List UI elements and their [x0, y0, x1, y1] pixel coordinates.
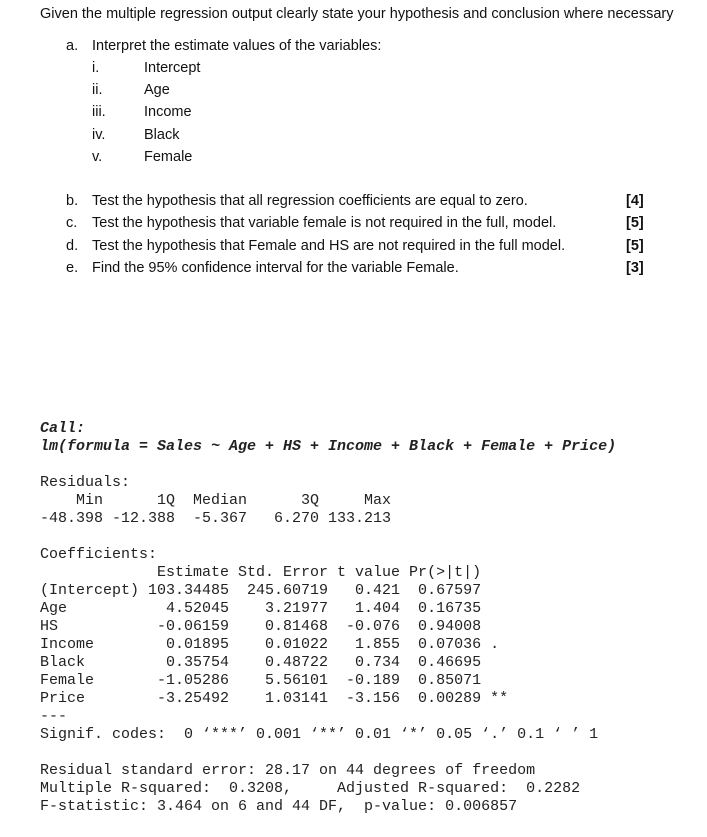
- list-item-number: iii.: [92, 104, 106, 120]
- list-item-label: Intercept: [144, 60, 201, 76]
- question-item: [66, 238, 565, 254]
- list-item-label: Black: [144, 127, 180, 143]
- question-marks: [5]: [626, 238, 644, 254]
- question-letter: d.: [66, 238, 79, 254]
- residuals-values: -48.398 -12.388 -5.367 6.270 133.213: [40, 510, 401, 527]
- table-row: Age 4.52045 3.21977 1.404 0.16735: [40, 600, 509, 617]
- list-item-number: iv.: [92, 127, 106, 143]
- list-item-label: Female: [144, 149, 193, 165]
- part-a-text: Interpret the estimate values of the variables:: [92, 38, 382, 54]
- question-marks: [4]: [626, 193, 644, 209]
- table-row: Female -1.05286 5.56101 -0.189 0.85071: [40, 672, 509, 689]
- question-item: [66, 193, 528, 209]
- table-row: (Intercept) 103.34485 245.60719 0.421 0.67597: [40, 582, 509, 599]
- list-item-number: ii.: [92, 82, 103, 98]
- residuals-label: Residuals:: [40, 474, 131, 491]
- list-item-label: Income: [144, 104, 192, 120]
- table-row: HS -0.06159 0.81468 -0.076 0.94008: [40, 618, 509, 635]
- list-item-number: i.: [92, 60, 100, 76]
- f-statistic: F-statistic: 3.464 on 6 and 44 DF, p-value: 0.006857: [40, 798, 518, 815]
- question-text: Test the hypothesis that all regression coefficients are equal to zero.: [92, 193, 528, 209]
- residual-std-error: Residual standard error: 28.17 on 44 degrees of freedom: [40, 762, 536, 779]
- question-heading: Given the multiple regression output clearly state your hypothesis and conclusion where necessary: [40, 6, 674, 22]
- question-item: [66, 215, 556, 231]
- call-label: Call:: [40, 420, 86, 437]
- coefficients-label: Coefficients:: [40, 546, 158, 563]
- coef-table-header: Estimate Std. Error t value Pr(>|t|): [40, 564, 509, 581]
- question-text: Find the 95% confidence interval for the variable Female.: [92, 260, 459, 276]
- list-item-number: v.: [92, 149, 103, 165]
- model-formula: lm(formula = Sales ~ Age + HS + Income + Black + Female + Price): [40, 438, 617, 455]
- table-row: Income 0.01895 0.01022 1.855 0.07036 .: [40, 636, 509, 653]
- question-letter: e.: [66, 260, 79, 276]
- list-item-label: Age: [144, 82, 170, 98]
- table-row: Price -3.25492 1.03141 -3.156 0.00289 **: [40, 690, 509, 707]
- r-squared: Multiple R-squared: 0.3208, Adjusted R-squared: 0.2282: [40, 780, 590, 797]
- question-text: Test the hypothesis that Female and HS are not required in the full model.: [92, 238, 566, 254]
- question-item: [66, 260, 459, 276]
- question-letter: c.: [66, 215, 78, 231]
- question-letter: b.: [66, 193, 79, 209]
- part-a-letter: a.: [66, 38, 79, 54]
- signif-codes: Signif. codes: 0 ‘***’ 0.001 ‘**’ 0.01 ‘*’ 0.05 ‘.’ 0.1 ‘ ’ 1: [40, 726, 599, 743]
- question-marks: [3]: [626, 260, 644, 276]
- question-marks: [5]: [626, 215, 644, 231]
- table-row: Black 0.35754 0.48722 0.734 0.46695: [40, 654, 509, 671]
- separator: ---: [40, 708, 68, 725]
- residuals-header: Min 1Q Median 3Q Max: [40, 492, 401, 509]
- question-text: Test the hypothesis that variable female is not required in the full, model.: [92, 215, 557, 231]
